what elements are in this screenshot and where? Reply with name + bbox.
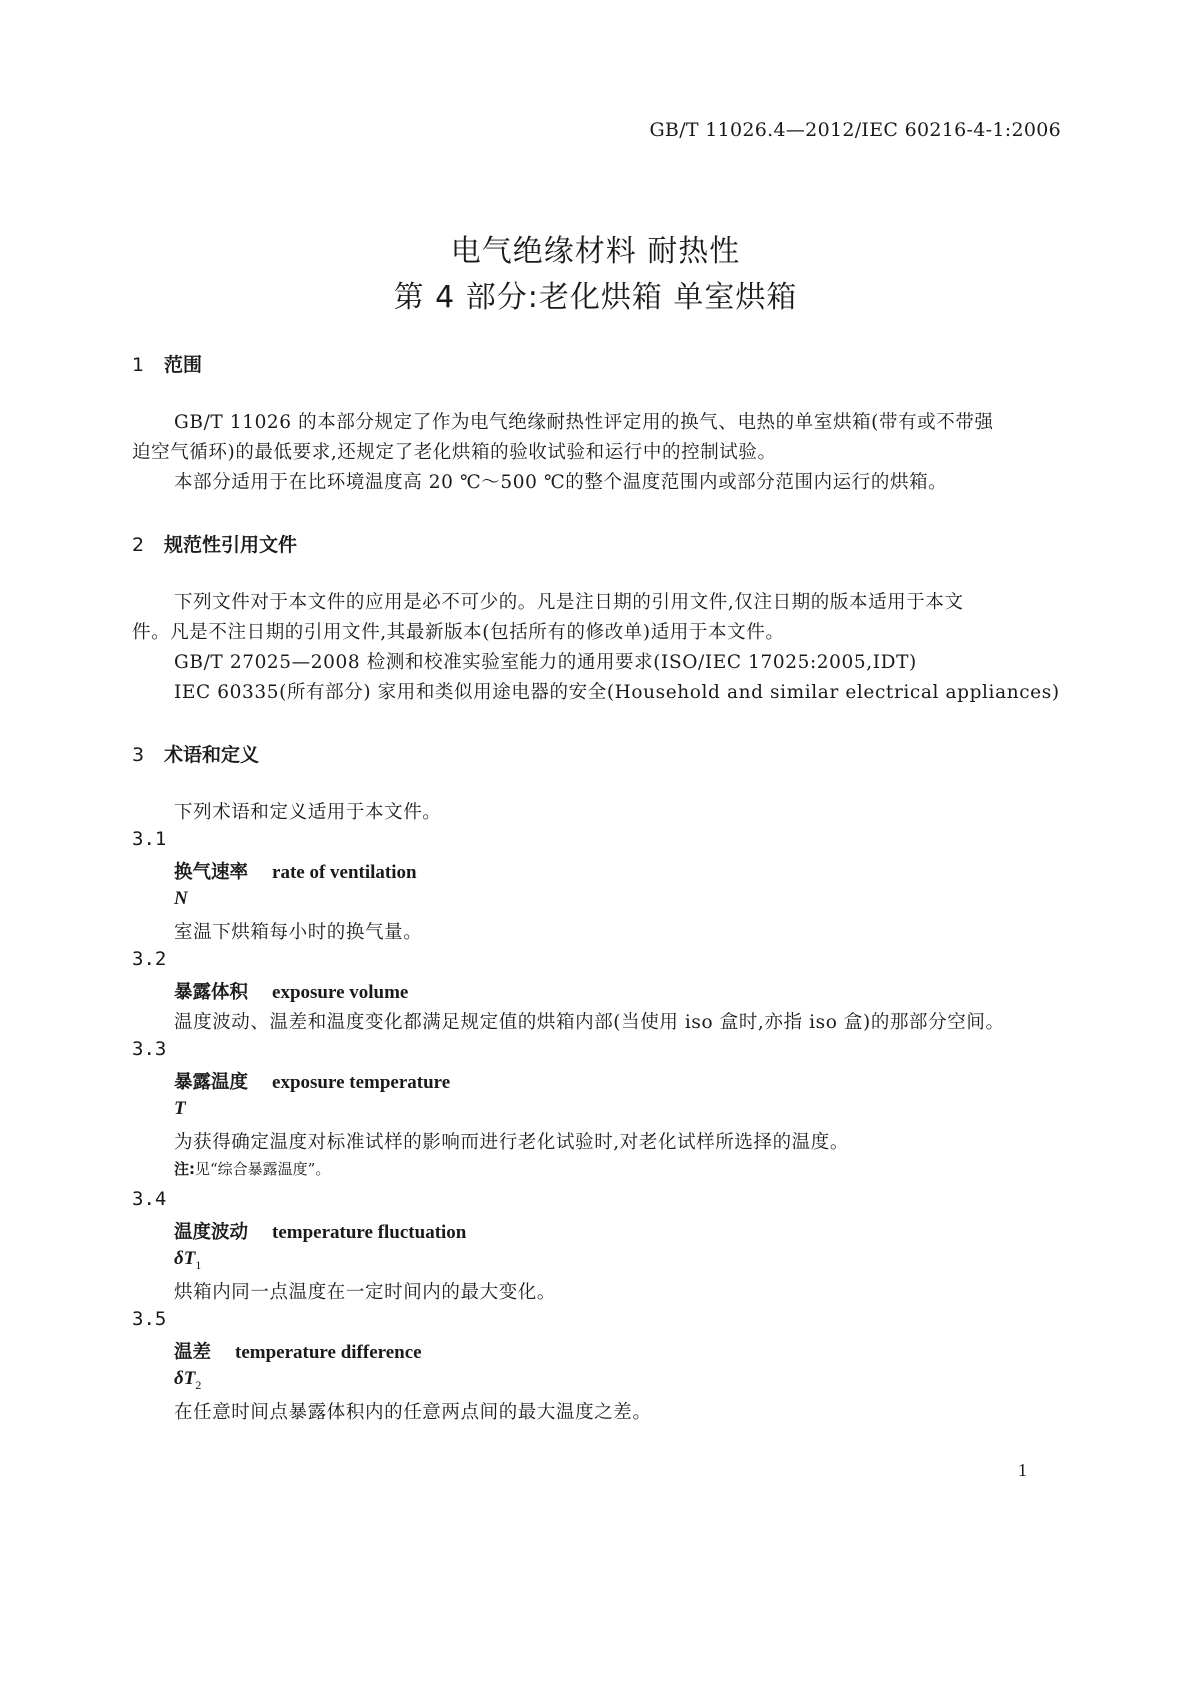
term-entry — [174, 858, 417, 884]
paragraph: GB/T 11026 的本部分规定了作为电气绝缘耐热性评定用的换气、电热的单室烘箱(带有或不带强 — [174, 412, 994, 433]
paragraph: 迫空气循环)的最低要求,还规定了老化烘箱的验收试验和运行中的控制试验。 — [132, 442, 777, 463]
section-heading-terms-definitions — [132, 740, 259, 767]
term-symbol — [174, 1368, 201, 1393]
section-heading-scope — [132, 350, 202, 377]
term-zh: 暴露温度 — [174, 1072, 249, 1093]
section-heading-normative-references — [132, 530, 297, 557]
note — [174, 1158, 330, 1179]
section-number: 2 — [132, 534, 145, 556]
paragraph: 下列文件对于本文件的应用是必不可少的。凡是注日期的引用文件,仅注日期的版本适用于本文 — [174, 592, 964, 613]
term-symbol — [174, 1248, 201, 1273]
term-entry — [174, 1218, 466, 1244]
note-label: 注: — [174, 1160, 195, 1178]
term-en: exposure temperature — [272, 1072, 451, 1093]
term-zh: 暴露体积 — [174, 982, 249, 1003]
section-number: 1 — [132, 354, 145, 376]
section-title: 术语和定义 — [164, 744, 260, 766]
standard-code: GB/T 11026.4—2012/IEC 60216-4-1:2006 — [649, 119, 1061, 141]
term-definition: 室温下烘箱每小时的换气量。 — [174, 922, 423, 943]
symbol-subscript: 2 — [195, 1377, 202, 1392]
section-number: 3 — [132, 744, 145, 766]
term-symbol — [174, 1098, 186, 1120]
note-text: 见“综合暴露温度”。 — [195, 1160, 331, 1178]
term-en: rate of ventilation — [272, 862, 417, 883]
term-en: temperature difference — [235, 1342, 422, 1363]
clause-number: 3.5 — [132, 1308, 167, 1330]
term-en: temperature fluctuation — [272, 1222, 467, 1243]
symbol-text: δT — [174, 1248, 196, 1269]
term-zh: 温度波动 — [174, 1222, 249, 1243]
term-en: exposure volume — [272, 982, 409, 1003]
clause-number: 3.4 — [132, 1188, 167, 1210]
term-definition: 为获得确定温度对标准试样的影响而进行老化试验时,对老化试样所选择的温度。 — [174, 1132, 849, 1153]
clause-number: 3.2 — [132, 948, 167, 970]
paragraph: 本部分适用于在比环境温度高 20 ℃～500 ℃的整个温度范围内或部分范围内运行的烘箱。 — [174, 472, 948, 493]
symbol-text: T — [174, 1098, 186, 1119]
page-number: 1 — [1018, 1460, 1027, 1480]
term-entry — [174, 978, 408, 1004]
term-definition: 在任意时间点暴露体积内的任意两点间的最大温度之差。 — [174, 1402, 652, 1423]
reference-entry: GB/T 27025—2008 检测和校准实验室能力的通用要求(ISO/IEC 17025:2005,IDT) — [174, 652, 917, 673]
reference-entry: IEC 60335(所有部分) 家用和类似用途电器的安全(Household and similar electrical appliances) — [174, 682, 1060, 703]
section-title: 范围 — [164, 354, 203, 376]
section-title: 规范性引用文件 — [164, 534, 298, 556]
clause-number: 3.3 — [132, 1038, 167, 1060]
term-definition: 烘箱内同一点温度在一定时间内的最大变化。 — [174, 1282, 557, 1303]
term-entry — [174, 1068, 450, 1094]
symbol-text: N — [174, 888, 188, 909]
term-symbol — [174, 888, 188, 910]
symbol-subscript: 1 — [195, 1257, 202, 1272]
document-title-line2: 第 4 部分:老化烘箱 单室烘箱 — [393, 280, 798, 315]
term-definition: 温度波动、温差和温度变化都满足规定值的烘箱内部(当使用 iso 盒时,亦指 iso 盒)的那部分空间。 — [174, 1012, 1005, 1033]
term-zh: 温差 — [174, 1342, 212, 1363]
document-title-line1: 电气绝缘材料 耐热性 — [450, 234, 741, 269]
clause-number: 3.1 — [132, 828, 167, 850]
paragraph: 件。凡是不注日期的引用文件,其最新版本(包括所有的修改单)适用于本文件。 — [132, 622, 785, 643]
paragraph: 下列术语和定义适用于本文件。 — [174, 802, 442, 823]
symbol-text: δT — [174, 1368, 196, 1389]
term-zh: 换气速率 — [174, 862, 249, 883]
term-entry — [174, 1338, 422, 1364]
